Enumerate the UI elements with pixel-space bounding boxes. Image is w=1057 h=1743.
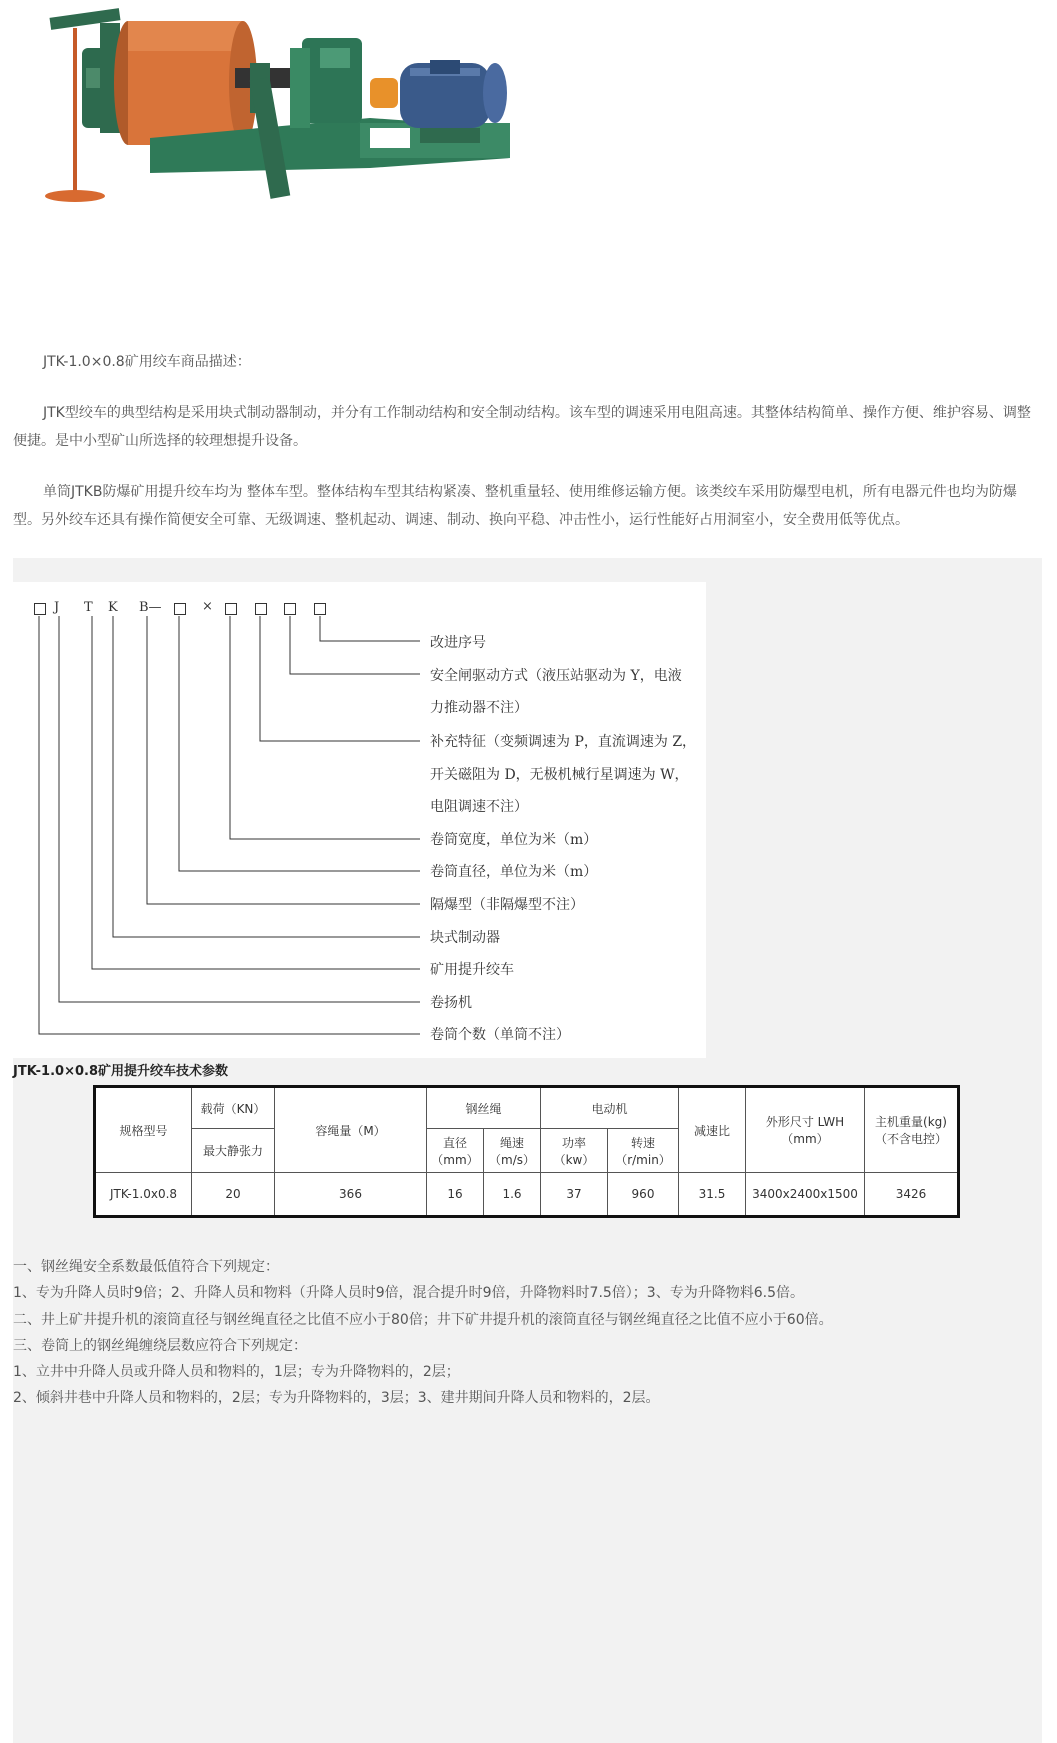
cell-diameter: 16: [427, 1173, 484, 1217]
code-letter-j: J: [54, 600, 60, 615]
header-dims-unit: （mm）: [781, 1132, 829, 1146]
header-speed-unit: （m/s）: [489, 1152, 535, 1167]
header-weight-note: （不含电控）: [874, 1132, 947, 1146]
code-label-supplement-cont1: 开关磁阻为 D，无极机械行星调速为 W，: [430, 767, 689, 783]
header-rope: 钢丝绳: [427, 1087, 541, 1129]
note-line: 1、立井中升降人员或升降人员和物料的，1层；专为升降物料的，2层；: [13, 1364, 460, 1380]
header-diameter: [427, 1129, 484, 1173]
cell-speed: 1.6: [484, 1173, 541, 1217]
cell-dims: 3400x2400x1500: [746, 1173, 865, 1217]
header-rpm-unit: （r/min）: [615, 1152, 671, 1167]
cell-ratio: 31.5: [679, 1173, 746, 1217]
header-power: [541, 1129, 608, 1173]
header-power-label: 功率: [561, 1135, 586, 1150]
header-power-unit: （kw）: [553, 1152, 595, 1167]
cell-power: 37: [541, 1173, 608, 1217]
note-line: 一、钢丝绳安全系数最低值符合下列规定：: [13, 1259, 279, 1275]
cell-rpm: 960: [608, 1173, 679, 1217]
header-speed-label: 绳速: [499, 1135, 524, 1150]
code-letter-t: T: [84, 600, 93, 615]
header-diameter-unit: （mm）: [431, 1152, 479, 1167]
header-weight: [865, 1087, 959, 1173]
spec-table-title: JTK-1.0×0.8矿用提升绞车技术参数: [13, 1064, 228, 1079]
code-letter-k: K: [108, 600, 118, 615]
cell-capacity: 366: [275, 1173, 427, 1217]
code-label-supplement-cont2: 电阻调速不注）: [430, 799, 528, 815]
code-label-brake-drive-cont: 力推动器不注）: [430, 700, 528, 716]
code-label-improvement-no: 改进序号: [430, 635, 486, 651]
header-motor: 电动机: [541, 1087, 679, 1129]
header-rpm: [608, 1129, 679, 1173]
header-dims-label: 外形尺寸 LWH: [765, 1115, 845, 1129]
code-letter-b: B—: [139, 600, 162, 615]
code-label-winch: 卷扬机: [430, 995, 472, 1011]
table-row: [95, 1173, 959, 1217]
header-diameter-label: 直径: [442, 1135, 467, 1150]
header-max-static: 最大静张力: [192, 1129, 275, 1173]
spec-table: [93, 1085, 960, 1218]
code-times: ×: [202, 599, 213, 614]
code-label-explosion-proof: 隔爆型（非隔爆型不注）: [430, 897, 584, 913]
cell-weight: 3426: [865, 1173, 959, 1217]
cell-model: JTK-1.0x0.8: [95, 1173, 192, 1217]
note-line: 三、卷筒上的钢丝绳缠绕层数应符合下列规定：: [13, 1338, 307, 1354]
header-model: 规格型号: [95, 1087, 192, 1173]
description-heading: JTK-1.0×0.8矿用绞车商品描述：: [43, 354, 251, 370]
header-capacity: 容绳量（M）: [275, 1087, 427, 1173]
note-line: 1、专为升降人员时9倍；2、升降人员和物料（升降人员时9倍，混合提升时9倍，升降物料时7.5倍）；3、专为升降物料6.5倍。: [13, 1285, 804, 1301]
header-ratio: 减速比: [679, 1087, 746, 1173]
code-label-drum-count: 卷筒个数（单筒不注）: [430, 1027, 570, 1043]
description-paragraph-2: 单筒JTKB防爆矿用提升绞车均为 整体车型。整体结构车型其结构紧凑、整机重量轻、使用维修运输方便。该类绞车采用防爆型电机，所有电器元件也均为防爆型。另外绞车还具有操作简便安全可靠、无级调速、整机起动、调速、制动、换向平稳、冲击性小，运行性能好占用洞室小，安全费用低等优点。: [13, 484, 1017, 528]
code-label-block-brake: 块式制动器: [430, 930, 500, 946]
code-label-drum-diameter: 卷筒直径，单位为米（m）: [430, 864, 598, 880]
note-line: 二、井上矿井提升机的滚筒直径与钢丝绳直径之比值不应小于80倍；井下矿井提升机的滚筒直径与钢丝绳直径之比值不应小于60倍。: [13, 1312, 833, 1328]
header-rpm-label: 转速: [630, 1135, 655, 1150]
code-label-supplement: 补充特征（变频调速为 P，直流调速为 Z，: [430, 734, 697, 750]
header-speed: [484, 1129, 541, 1173]
code-label-mine-hoist: 矿用提升绞车: [430, 962, 514, 978]
description-paragraph-1: JTK型绞车的典型结构是采用块式制动器制动，并分有工作制动结构和安全制动结构。该车型的调速采用电阻高速。其整体结构简单、操作方便、维护容易、调整便捷。是中小型矿山所选择的较理想提升设备。: [13, 405, 1031, 449]
note-line: 2、倾斜井巷中升降人员和物料的，2层；专为升降物料的，3层；3、建井期间升降人员和物料的，2层。: [13, 1390, 660, 1406]
header-dims: [746, 1087, 865, 1173]
header-load: 载荷（KN）: [192, 1087, 275, 1129]
code-label-drum-width: 卷筒宽度，单位为米（m）: [430, 832, 598, 848]
cell-max-static: 20: [192, 1173, 275, 1217]
header-weight-label: 主机重量(kg): [875, 1115, 947, 1129]
code-label-brake-drive: 安全闸驱动方式（液压站驱动为 Y，电液: [430, 668, 682, 684]
